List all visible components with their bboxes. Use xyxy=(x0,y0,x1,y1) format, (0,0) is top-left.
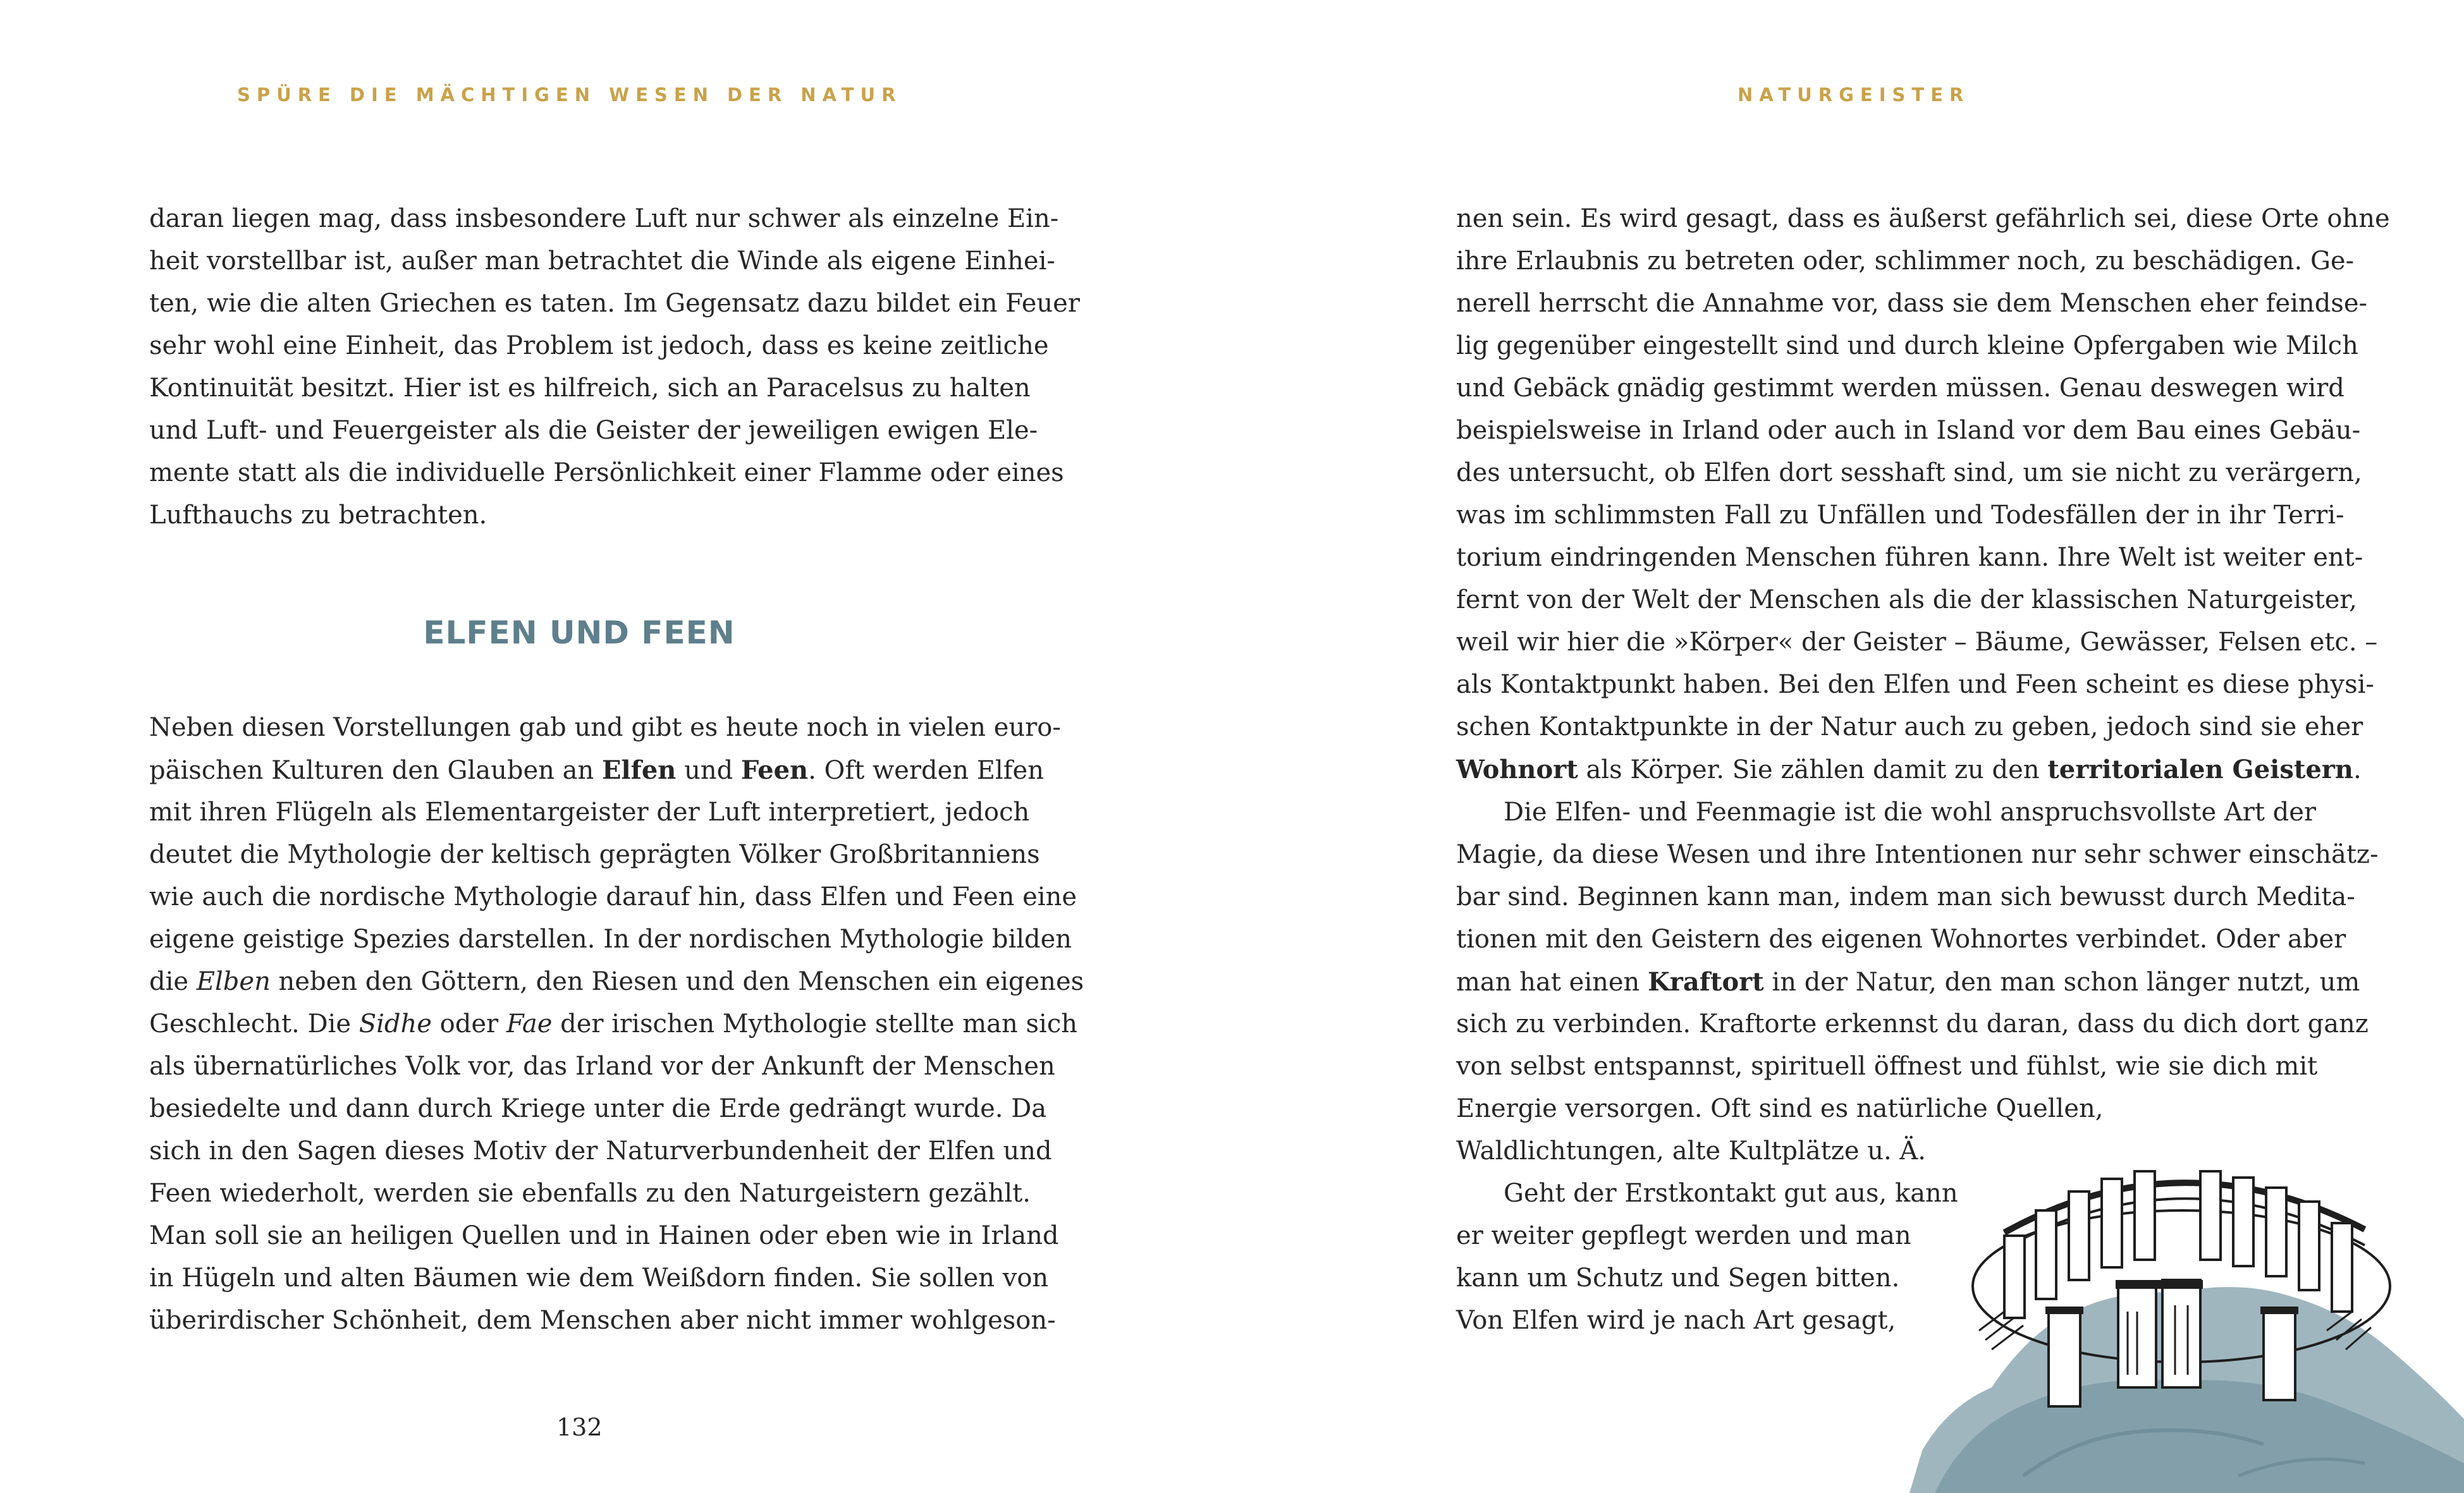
right-paragraph-2 xyxy=(1456,791,2379,1173)
text-line: sich zu verbinden. Kraftorte erkennst du daran, dass du dich dort ganz xyxy=(1456,1009,2369,1039)
italic-term: Elben xyxy=(196,967,271,996)
text-line: als übernatürliches Volk vor, das Irland vor der Ankunft der Menschen xyxy=(149,1052,1055,1081)
text-line: heit vorstellbar ist, außer man betrachtet die Winde als eigene Einhei- xyxy=(149,247,1055,276)
text-line: ihre Erlaubnis zu betreten oder, schlimmer noch, zu beschädigen. Ge- xyxy=(1456,247,2355,276)
text-line: bar sind. Beginnen kann man, indem man sich bewusst durch Medita- xyxy=(1456,882,2355,911)
text-line: beispielsweise in Irland oder auch in Island vor dem Bau eines Gebäu- xyxy=(1456,416,2361,445)
text-line: eigene geistige Spezies darstellen. In der nordischen Mythologie bilden xyxy=(149,925,1072,954)
text-line: Magie, da diese Wesen und ihre Intentionen nur sehr schwer einschätz- xyxy=(1456,840,2379,869)
text-line: nerell herrscht die Annahme vor, dass sie dem Menschen eher feindse- xyxy=(1456,289,2368,318)
section-heading: ELFEN UND FEEN xyxy=(423,614,735,651)
text-line: sich in den Sagen dieses Motiv der Naturverbundenheit der Elfen und xyxy=(149,1137,1052,1166)
text-line: in Hügeln und alten Bäumen wie dem Weißdorn finden. Sie sollen von xyxy=(149,1264,1049,1293)
text-line: überirdischer Schönheit, dem Menschen aber nicht immer wohlgeson- xyxy=(149,1306,1056,1335)
text-line: kann um Schutz und Segen bitten. xyxy=(1456,1264,1900,1293)
bold-term: territorialen Geistern xyxy=(2047,755,2353,784)
text-line: lig gegenüber eingestellt sind und durch kleine Opfergaben wie Milch xyxy=(1456,331,2358,360)
left-paragraph-2 xyxy=(149,707,1084,1342)
text-line: Kontinuität besitzt. Hier ist es hilfreich, sich an Paracelsus zu halten xyxy=(149,374,1031,403)
text-line: als Kontaktpunkt haben. Bei den Elfen und Feen scheint es diese physi- xyxy=(1456,670,2374,699)
text-line: was im schlimmsten Fall zu Unfällen und Todesfällen der in ihr Terri- xyxy=(1456,501,2344,530)
text-line: wie auch die nordische Mythologie darauf hin, dass Elfen und Feen eine xyxy=(149,882,1077,911)
text-line: Neben diesen Vorstellungen gab und gibt es heute noch in vielen euro- xyxy=(149,713,1061,742)
page-number: 132 xyxy=(556,1413,603,1441)
italic-term: Fae xyxy=(506,1009,553,1039)
right-paragraph-1 xyxy=(1456,198,2390,791)
text-line: mit ihren Flügeln als Elementargeister der Luft interpretiert, jedoch xyxy=(149,798,1030,827)
bold-term: Kraftort xyxy=(1648,967,1764,997)
text-line: Energie versorgen. Oft sind es natürliche Quellen, xyxy=(1456,1094,2104,1123)
text-line: tionen mit den Geistern des eigenen Wohnortes verbindet. Oder aber xyxy=(1456,925,2346,954)
text-line: Man soll sie an heiligen Quellen und in Hainen oder eben wie in Irland xyxy=(149,1221,1059,1250)
bold-term: Elfen xyxy=(601,755,677,785)
text-line: sehr wohl eine Einheit, das Problem ist jedoch, dass es keine zeitliche xyxy=(149,331,1049,360)
text-line: besiedelte und dann durch Kriege unter die Erde gedrängt wurde. Da xyxy=(149,1094,1047,1123)
text-line: Von Elfen wird je nach Art gesagt, xyxy=(1456,1306,1896,1335)
stonehenge-illustration xyxy=(1909,1122,2464,1493)
right-page xyxy=(1232,0,2464,1493)
text-line: Die Elfen- und Feenmagie ist die wohl anspruchsvollste Art der xyxy=(1504,798,2317,827)
text-line: Geht der Erstkontakt gut aus, kann xyxy=(1504,1179,1958,1208)
text-line: weil wir hier die »Körper« der Geister – Bäume, Gewässer, Felsen etc. – xyxy=(1456,628,2378,657)
text-line: Lufthauchs zu betrachten. xyxy=(149,501,487,530)
text-line: daran liegen mag, dass insbesondere Luft nur schwer als einzelne Ein- xyxy=(149,204,1059,233)
running-head-right: NATURGEISTER xyxy=(1738,84,1970,106)
text-line: und Luft- und Feuergeister als die Geister der jeweiligen ewigen Ele- xyxy=(149,416,1038,445)
text-line: Waldlichtungen, alte Kultplätze u. Ä. xyxy=(1456,1137,1927,1166)
text-line: von selbst entspannst, spirituell öffnest und fühlst, wie sie dich mit xyxy=(1456,1052,2318,1081)
left-paragraph-1 xyxy=(149,198,1080,537)
text-line: mente statt als die individuelle Persönlichkeit einer Flamme oder eines xyxy=(149,458,1064,487)
text-line: fernt von der Welt der Menschen als die der klassischen Naturgeister, xyxy=(1456,585,2357,614)
text-line: ten, wie die alten Griechen es taten. Im Gegensatz dazu bildet ein Feuer xyxy=(149,289,1080,318)
running-head-left: SPÜRE DIE MÄCHTIGEN WESEN DER NATUR xyxy=(237,84,902,106)
text-line: Feen wiederholt, werden sie ebenfalls zu den Naturgeistern gezählt. xyxy=(149,1179,1031,1208)
italic-term: Sidhe xyxy=(359,1009,432,1039)
text-line: schen Kontaktpunkte in der Natur auch zu geben, jedoch sind sie eher xyxy=(1456,712,2363,741)
text-line: des untersucht, ob Elfen dort sesshaft sind, um sie nicht zu verärgern, xyxy=(1456,458,2362,487)
text-line: er weiter gepflegt werden und man xyxy=(1456,1221,1911,1250)
bold-term: Feen xyxy=(740,755,809,785)
text-line: Geschlecht. Die Sidhe oder Fae der irischen Mythologie stellte man sich xyxy=(149,1009,1077,1039)
bold-term: Wohnort xyxy=(1456,755,1578,784)
text-line: man hat einen Kraftort in der Natur, den man schon länger nutzt, um xyxy=(1456,967,2360,997)
text-line: Wohnort als Körper. Sie zählen damit zu den territorialen Geistern. xyxy=(1456,755,2362,784)
text-line: und Gebäck gnädig gestimmt werden müssen. Genau deswegen wird xyxy=(1456,374,2344,403)
text-line: die Elben neben den Göttern, den Riesen und den Menschen ein eigenes xyxy=(149,967,1084,996)
text-line: päischen Kulturen den Glauben an Elfen und Feen. Oft werden Elfen xyxy=(149,755,1044,785)
right-paragraph-3 xyxy=(1456,1173,1958,1342)
text-line: torium eindringenden Menschen führen kann. Ihre Welt ist weiter ent- xyxy=(1456,543,2363,572)
text-line: deutet die Mythologie der keltisch geprägten Völker Großbritanniens xyxy=(149,840,1040,869)
text-line: nen sein. Es wird gesagt, dass es äußerst gefährlich sei, diese Orte ohne xyxy=(1456,204,2390,233)
